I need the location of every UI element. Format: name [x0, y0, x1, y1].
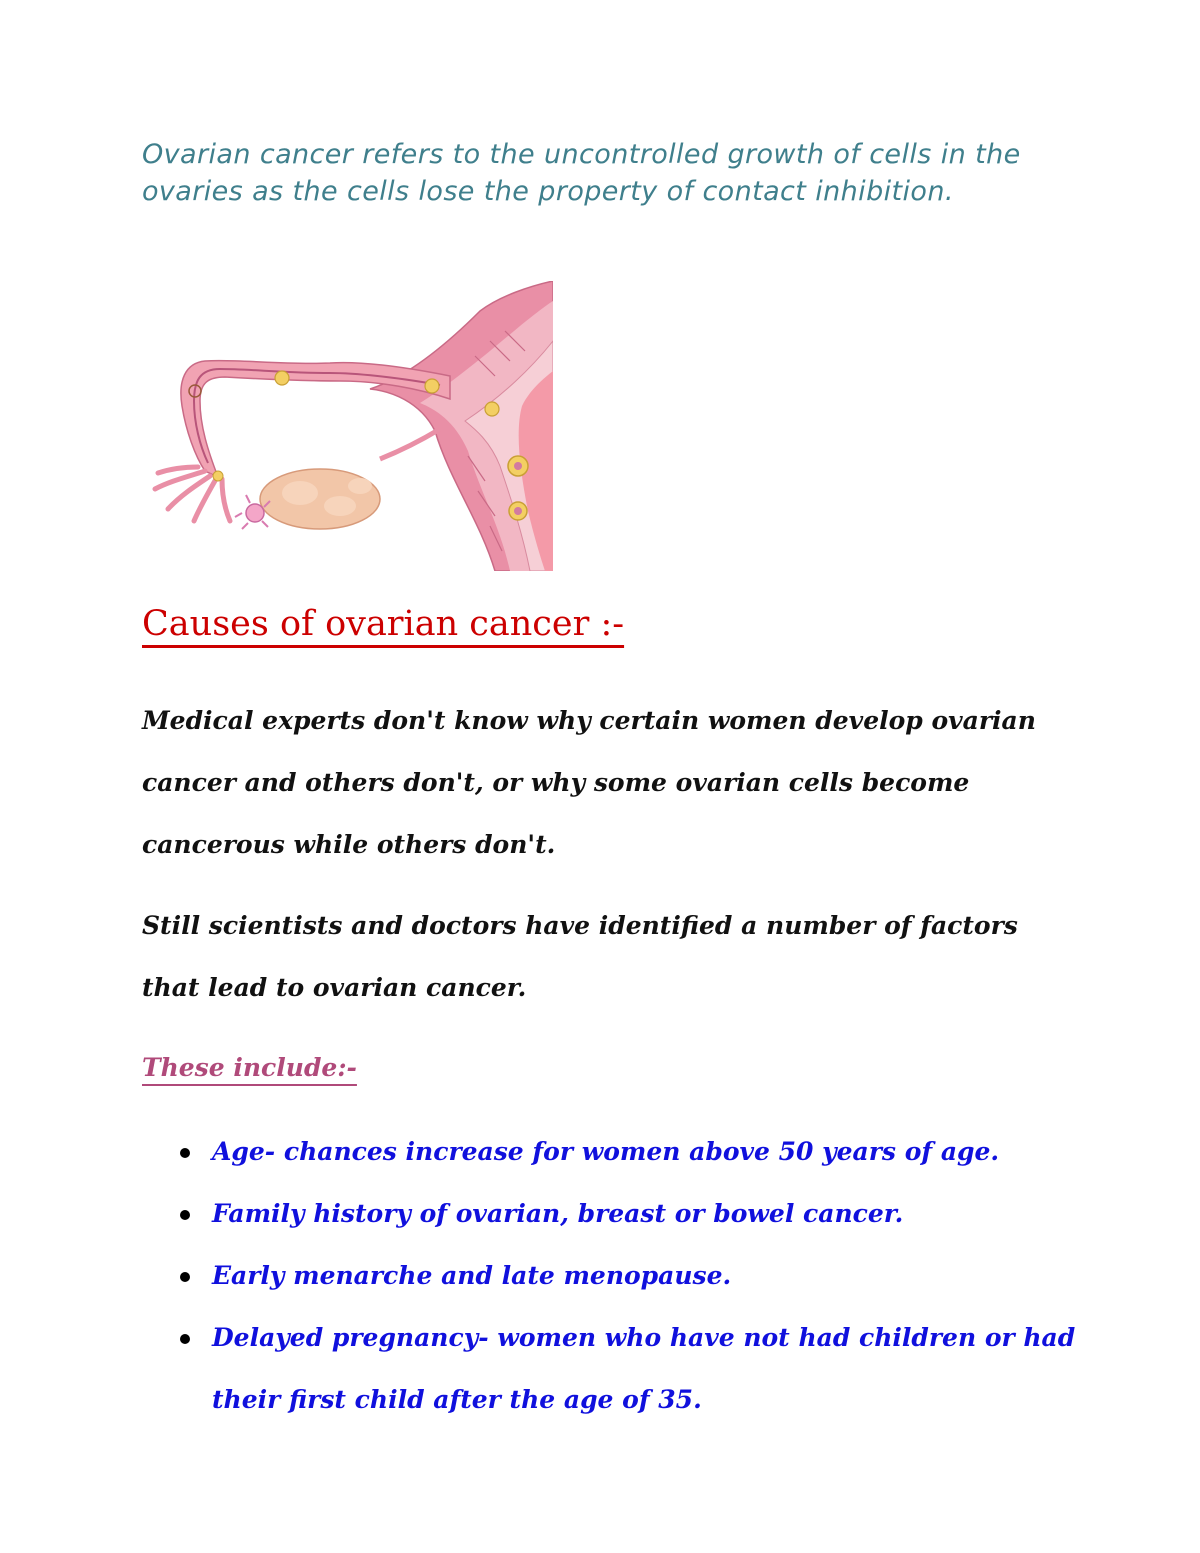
ovary-fallopian-tube-illustration: [150, 281, 553, 571]
list-item: [142, 1307, 1082, 1431]
causes-heading: Causes of ovarian cancer :-: [142, 604, 625, 644]
list-item: [142, 1183, 1082, 1245]
causes-paragraph-2: Still scientists and doctors have identified a number of factors that lead to ovarian cancer.: [142, 911, 1018, 1002]
list-item-text: Early menarche and late menopause.: [212, 1261, 732, 1290]
list-item-text: Family history of ovarian, breast or bowel cancer.: [212, 1199, 904, 1228]
bullet-icon: [180, 1272, 190, 1282]
bullet-icon: [180, 1334, 190, 1344]
list-item-text: Delayed pregnancy- women who have not had children or had their first child after the age of 35.: [212, 1323, 1076, 1414]
list-item: [142, 1121, 1082, 1183]
risk-factor-list: [142, 1121, 1082, 1431]
bullet-icon: [180, 1148, 190, 1158]
intro-paragraph: Ovarian cancer refers to the uncontrolled growth of cells in the ovaries as the cells lose the property of contact inhibition.: [142, 139, 1021, 207]
bullet-icon: [180, 1210, 190, 1220]
these-include-subheading: These include:-: [142, 1053, 357, 1082]
list-item: [142, 1245, 1082, 1307]
list-item-text: Age- chances increase for women above 50 years of age.: [212, 1137, 1000, 1166]
causes-paragraph-1: Medical experts don't know why certain women develop ovarian cancer and others don't, or why some ovarian cells become cancerous while others don't.: [142, 706, 1036, 859]
